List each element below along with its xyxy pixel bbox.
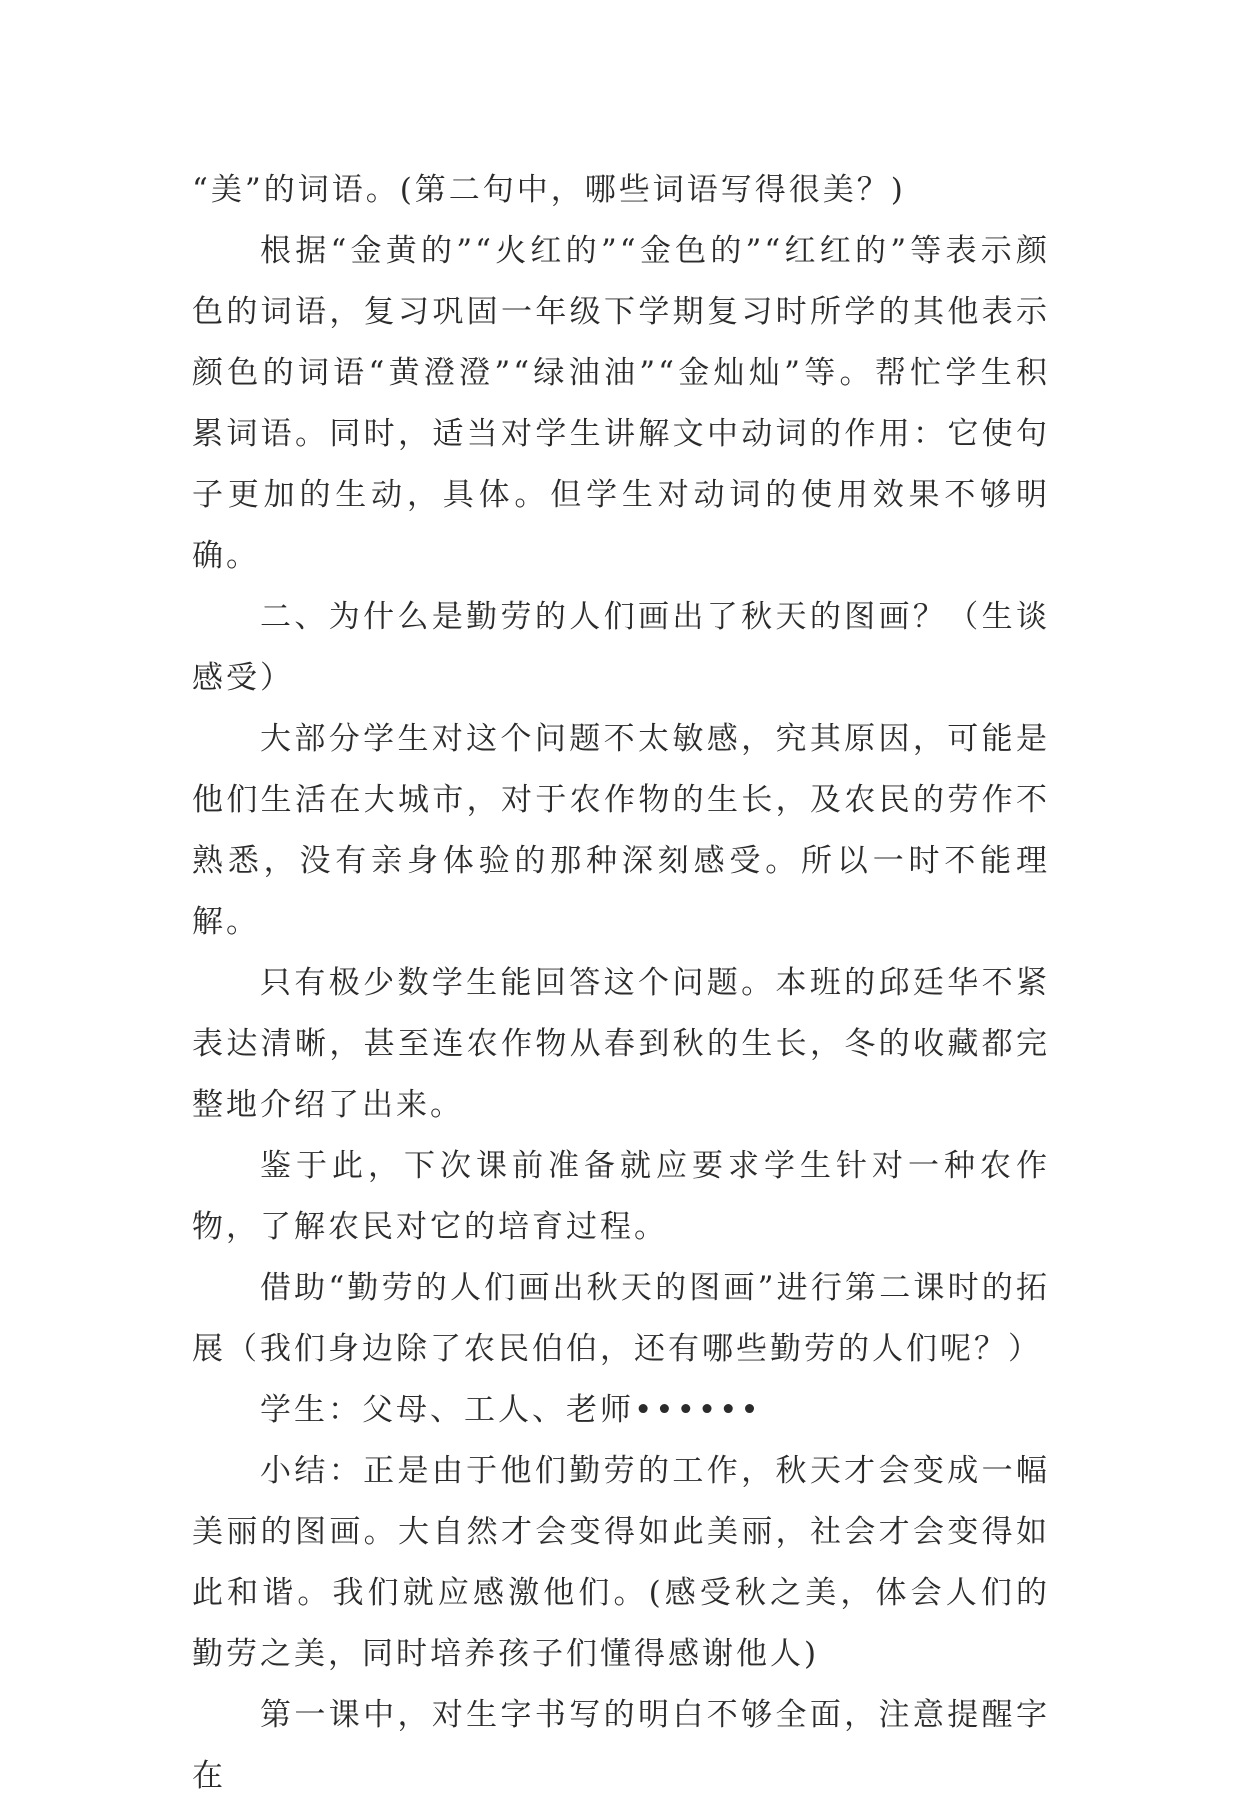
paragraph: “美”的词语。(第二句中，哪些词语写得很美？) [192,172,906,208]
paragraph: 二、为什么是勤劳的人们画出了秋天的图画？（生谈感受） [192,599,1050,696]
document-body [192,160,1050,1807]
paragraph: 大部分学生对这个问题不太敏感，究其原因，可能是他们生活在大城市，对于农作物的生长，及农民的劳作不熟悉，没有亲身体验的那种深刻感受。所以一时不能理解。 [192,721,1050,940]
paragraph: 小结：正是由于他们勤劳的工作，秋天才会变成一幅美丽的图画。大自然才会变得如此美丽，社会才会变得如此和谐。我们就应感激他们。(感受秋之美，体会人们的勤劳之美，同时培养孩子们懂得感谢他人) [192,1453,1050,1672]
paragraph: 鉴于此，下次课前准备就应要求学生针对一种农作物，了解农民对它的培育过程。 [192,1148,1050,1245]
paragraph: 根据“金黄的”“火红的”“金色的”“红红的”等表示颜色的词语，复习巩固一年级下学期复习时所学的其他表示颜色的词语“黄澄澄”“绿油油”“金灿灿”等。帮忙学生积累词语。同时，适当对学生讲解文中动词的作用：它使句子更加的生动，具体。但学生对动词的使用效果不够明确。 [192,233,1050,574]
paragraph: 借助“勤劳的人们画出秋天的图画”进行第二课时的拓展（我们身边除了农民伯伯，还有哪些勤劳的人们呢？） [192,1270,1050,1367]
paragraph: 第一课中，对生字书写的明白不够全面，注意提醒字在 [192,1697,1050,1794]
paragraph: 只有极少数学生能回答这个问题。本班的邱廷华不紧表达清晰，甚至连农作物从春到秋的生长，冬的收藏都完整地介绍了出来。 [192,965,1050,1123]
paragraph: 学生：父母、工人、老师•••••• [260,1392,762,1428]
